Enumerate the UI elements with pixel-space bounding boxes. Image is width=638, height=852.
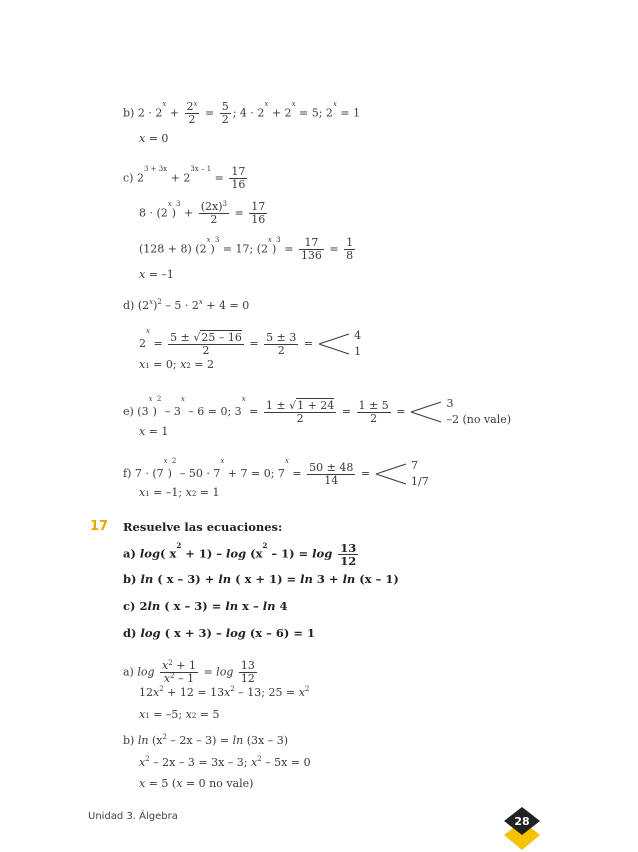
- page-number: 28: [514, 815, 530, 828]
- fork-icon: [317, 330, 351, 358]
- exercise-c-step1: $8 \cdot (2^x)^3$ + $\frac{(2x)^3}{2}$ = $\frac{17}{16}$: [139, 200, 266, 226]
- exercise-d-solution: $x_1 = 0$; $x_2 = 2$: [139, 358, 215, 371]
- problem-statement: Resuelve las ecuaciones:: [123, 520, 283, 534]
- exercise-b-equation: b) $2 \cdot 2^x$ + $\frac{2^x}{2}$ = $\frac{5}{2}$ ; $4 \cdot 2^x + 2^x = 5$; $2^x = 1$: [123, 100, 361, 126]
- solution-b-step1: b) $\ln (x^2 - 2x - 3) = \ln (3x - 3)$: [123, 733, 289, 747]
- exercise-c-equation: c) $2^{3 + 3x} + 2^{3x - 1}$ = $\frac{17}{16}$: [123, 165, 246, 191]
- fork-icon: [409, 398, 443, 426]
- page-number-badge: [503, 807, 541, 851]
- exercise-f-equation: f) $7 \cdot (7^x)^2 - 50 \cdot 7^x + 7 = 0$; $7^x$ = $\frac{50 \pm 48}{14}$ = 7 1/7: [123, 457, 429, 488]
- exercise-e-equation: e) $(3^x)^2 - 3^x - 6 = 0$; $3^x$ = $\frac{1 \pm √1 + 24}{2}$ = $\frac{1 \pm 5}{2}$ = 3 –2 (no vale): [123, 395, 512, 426]
- solution-a-step3: $x_1 = -5$; $x_2 = 5$: [139, 708, 220, 721]
- exercise-b-solution: x = 0: [139, 132, 169, 145]
- footer-unit: Unidad 3. Álgebra: [88, 811, 178, 822]
- problem-a: a) log( $x^2 + 1) - \log (x^2 - 1) = \log$ $\frac{13}{12}$: [123, 541, 357, 568]
- problem-number: 17: [90, 519, 109, 534]
- fork-icon: [374, 460, 408, 488]
- solution-a-step1: a) log $\frac{x^2 + 1}{x^2 - 1}$ = log $\frac{13}{12}$: [123, 659, 255, 685]
- problem-c: c) 2ln ( x – 3) = ln x – ln 4: [123, 599, 288, 613]
- solution-b-step3: x = 5 (x = 0 no vale): [139, 777, 254, 790]
- solution-b-step2: $x^2 - 2x - 3 = 3x - 3$; $x^2 - 5x = 0$: [139, 755, 311, 769]
- solution-a-step2: $12x^2 + 12 = 13x^2 - 13$; $25 = x^2$: [139, 685, 310, 699]
- exercise-c-solution: x = –1: [139, 268, 174, 281]
- exercise-e-solution: x = 1: [139, 425, 169, 438]
- exercise-d-equation: d) $(2^x)^2 - 5 \cdot 2^x + 4 = 0$: [123, 298, 250, 312]
- problem-d: d) log ( x + 3) – log (x – 6) = 1: [123, 626, 315, 640]
- exercise-d-step: $2^x$ = $\frac{5 \pm √25 - 16}{2}$ = $\frac{5 \pm 3}{2}$ = 4 1: [139, 327, 362, 358]
- exercise-f-solution: $x_1 = -1$; $x_2 = 1$: [139, 486, 220, 499]
- exercise-c-step2: (128 + 8) $(2^x)^3 = 17$; $(2^x)^3$ = $\frac{17}{136}$ = $\frac{1}{8}$: [139, 236, 354, 262]
- problem-b: b) ln ( x – 3) + ln ( x + 1) = ln 3 + ln (x – 1): [123, 572, 399, 586]
